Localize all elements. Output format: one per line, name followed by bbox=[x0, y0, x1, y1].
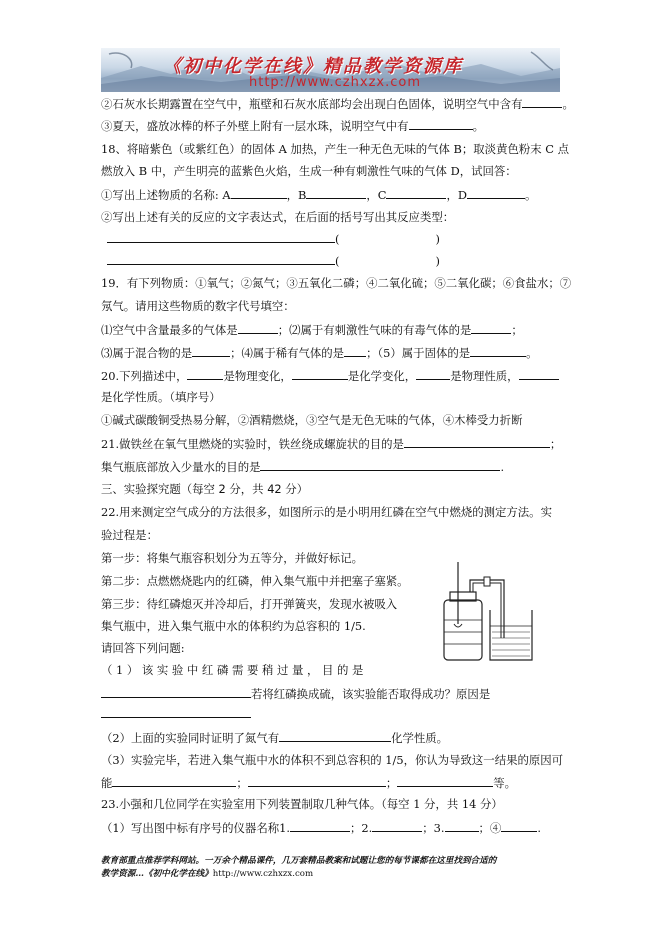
question-22-line2: 验过程是： bbox=[101, 528, 158, 542]
question-text: （2）上面的实验同时证明了氮气有 bbox=[101, 731, 280, 745]
equation-line-2 bbox=[107, 253, 440, 269]
answer-blank[interactable] bbox=[470, 345, 526, 357]
answer-blank[interactable] bbox=[522, 96, 562, 108]
label-d: ，D bbox=[446, 188, 467, 202]
question-text: ⑴空气中含量最多的气体是 bbox=[101, 323, 238, 337]
question-22-3-line1: （3）实验完毕，若进入集气瓶中水的体积不到总容积的 1/5，你认为导致这一结果的原因可 bbox=[101, 753, 564, 767]
punct: . bbox=[500, 460, 505, 474]
question-text: 集气瓶底部放入少量水的目的是 bbox=[101, 460, 261, 474]
question-22-1-line3 bbox=[101, 706, 251, 722]
question-text: ；⑷属于稀有气体的是 bbox=[230, 346, 345, 360]
answer-blank[interactable] bbox=[409, 118, 473, 130]
blank-d[interactable] bbox=[467, 187, 525, 199]
question-19-line3 bbox=[101, 322, 523, 338]
experiment-apparatus-icon bbox=[432, 560, 542, 666]
blank-b[interactable] bbox=[306, 187, 366, 199]
question-text: 是化学变化， bbox=[347, 369, 417, 383]
answer-blank[interactable] bbox=[519, 368, 559, 380]
answer-blank[interactable] bbox=[397, 775, 493, 787]
footer-text: 教学资源…《初中化学在线》 bbox=[101, 869, 213, 879]
question-19-line1: 19．有下列物质：①氧气；②氮气；③五氧化二磷；④二氧化硫；⑤二氧化碳；⑥食盐水；⑦ bbox=[101, 276, 572, 290]
label-a: ①写出上述物质的名称: A bbox=[101, 188, 231, 202]
banner-title: 《初中化学在线》精品教学资源库 bbox=[163, 56, 463, 77]
question-text: ⑶属于混合物的是 bbox=[101, 346, 193, 360]
answer-blank[interactable] bbox=[471, 322, 511, 334]
question-text: 能 bbox=[101, 776, 113, 790]
footer-line-2 bbox=[101, 869, 313, 880]
text-line bbox=[101, 96, 574, 112]
question-20-options: ①碱式碳酸铜受热易分解，②酒精燃烧，③空气是无色无味的气体，④木棒受力折断 bbox=[101, 413, 523, 427]
question-text: 21.做铁丝在氧气里燃烧的实验时，铁丝绕成螺旋状的目的是 bbox=[101, 437, 404, 451]
answer-blank[interactable] bbox=[187, 368, 223, 380]
label-b: ，B bbox=[286, 188, 307, 202]
question-19-line2: 氖气。请用这些物质的数字代号填空： bbox=[101, 299, 295, 313]
step-3-line1: 第三步：待红磷熄灭并冷却后，打开弹簧夹，发现水被吸入 bbox=[101, 597, 398, 611]
punct: ； bbox=[511, 323, 523, 337]
question-22-1-line1: （ 1 ） 该 实 验 中 红 磷 需 要 稍 过 量 ， 目 的 是 bbox=[101, 663, 364, 677]
paren-open: ( bbox=[335, 254, 340, 268]
blank-c[interactable] bbox=[386, 187, 446, 199]
footer-url-link[interactable]: http://www.czhxzx.com bbox=[212, 869, 314, 879]
text-line bbox=[101, 118, 484, 134]
question-text: ③夏天，盛放冰棒的杯子外壁上附有一层水珠，说明空气中有 bbox=[101, 119, 409, 133]
answer-blank[interactable] bbox=[238, 322, 278, 334]
punct: 。 bbox=[472, 119, 484, 133]
question-text: ②石灰水长期露置在空气中，瓶壁和石灰水底部均会出现白色固体，说明空气中含有 bbox=[101, 97, 523, 111]
answer-blank[interactable] bbox=[445, 820, 479, 832]
question-18-instruction: ②写出上述有关的反应的文字表达式，在后面的括号写出其反应类型： bbox=[101, 210, 455, 224]
question-18-line1: 18、将暗紫色（或紫红色）的固体 A 加热，产生一种无色无味的气体 B；取淡黄色粉末 C 点 bbox=[101, 142, 569, 156]
step-1: 第一步：将集气瓶容积划分为五等分，并做好标记。 bbox=[101, 551, 363, 565]
question-text: （1）写出图中标有序号的仪器名称1. bbox=[101, 821, 290, 835]
question-21-line1 bbox=[101, 436, 561, 452]
step-3-line2: 集气瓶中，进入集气瓶中水的体积约为总容积的 1/5. bbox=[101, 619, 366, 633]
label-c: ，C bbox=[366, 188, 387, 202]
question-22-3-line2 bbox=[101, 775, 516, 791]
question-18-names bbox=[101, 187, 536, 203]
step-2: 第二步：点燃燃烧匙内的红磷，伸入集气瓶中并把塞子塞紧。 bbox=[101, 574, 409, 588]
header-banner bbox=[101, 48, 560, 92]
equation-blank[interactable] bbox=[107, 253, 335, 265]
question-18-line2: 燃放入 B 中，产生明亮的蓝紫色火焰，生成一种有刺激性气味的气体 D，试回答： bbox=[101, 164, 517, 178]
question-text: 是物理变化， bbox=[223, 369, 292, 383]
answer-blank[interactable] bbox=[248, 775, 386, 787]
paren-close: ) bbox=[435, 254, 440, 268]
answer-blank[interactable] bbox=[344, 345, 366, 357]
question-20-line1 bbox=[101, 368, 559, 384]
answer-blank[interactable] bbox=[192, 345, 230, 357]
paren-open: ( bbox=[335, 232, 340, 246]
question-22-1-line2 bbox=[101, 686, 490, 702]
answer-blank[interactable] bbox=[372, 820, 422, 832]
question-23-1 bbox=[101, 820, 541, 836]
answer-blank[interactable] bbox=[501, 820, 537, 832]
punct: ； bbox=[236, 776, 248, 790]
question-text: 20.下列描述中， bbox=[101, 369, 188, 383]
paren-close: ) bbox=[435, 232, 440, 246]
question-text: 若将红磷换成硫，该实验能否取得成功？原因是 bbox=[251, 687, 491, 701]
question-text: 是物理性质， bbox=[450, 369, 519, 383]
equation-line-1 bbox=[107, 231, 440, 247]
answer-blank[interactable] bbox=[416, 368, 450, 380]
answer-blank[interactable] bbox=[404, 436, 550, 448]
answer-blank[interactable] bbox=[101, 706, 251, 718]
answer-blank[interactable] bbox=[260, 459, 500, 471]
punct: 。 bbox=[562, 97, 574, 111]
equation-blank[interactable] bbox=[107, 231, 335, 243]
footer-line-1: 教育部重点推荐学科网站。一万余个精品课件，几万套精品教案和试题让您的每节课都在这里找到合适的 bbox=[101, 856, 497, 866]
punct: ； bbox=[549, 437, 562, 451]
blank-a[interactable] bbox=[231, 187, 287, 199]
question-text: 化学性质。 bbox=[391, 731, 449, 745]
answer-blank[interactable] bbox=[290, 820, 350, 832]
question-23-line1: 23.小强和几位同学在实验室用下列装置制取几种气体。（每空 1 分，共 14 分） bbox=[101, 797, 503, 811]
punct: . bbox=[537, 821, 541, 835]
question-22-line1: 22.用来测定空气成分的方法很多，如图所示的是小明用红磷在空气中燃烧的测定方法。实 bbox=[101, 505, 552, 519]
punct: 等。 bbox=[493, 776, 517, 790]
question-19-line4 bbox=[101, 345, 538, 361]
banner-url-link[interactable]: http://www.czhxzx.com bbox=[249, 75, 421, 90]
question-text: ；3. bbox=[422, 821, 445, 835]
section-3-heading: 三、实验探究题（每空 2 分，共 42 分） bbox=[101, 482, 309, 496]
punct: 。 bbox=[525, 188, 537, 202]
answer-blank[interactable] bbox=[279, 730, 391, 742]
question-text: ；⑵属于有刺激性气味的有毒气体的是 bbox=[277, 323, 472, 337]
question-22-2 bbox=[101, 730, 448, 746]
question-20-line2: 是化学性质。（填序号） bbox=[101, 390, 221, 404]
answer-blank[interactable] bbox=[112, 775, 236, 787]
punct: 。 bbox=[526, 346, 538, 360]
answer-blank[interactable] bbox=[292, 368, 348, 380]
punct: ； bbox=[385, 776, 398, 790]
question-text: ；（5）属于固体的是 bbox=[366, 346, 471, 360]
question-21-line2 bbox=[101, 459, 504, 475]
question-text: ；④ bbox=[478, 821, 502, 835]
answer-blank[interactable] bbox=[101, 686, 251, 698]
question-text: ；2. bbox=[349, 821, 373, 835]
ask-line: 请回答下列问题: bbox=[101, 641, 185, 655]
